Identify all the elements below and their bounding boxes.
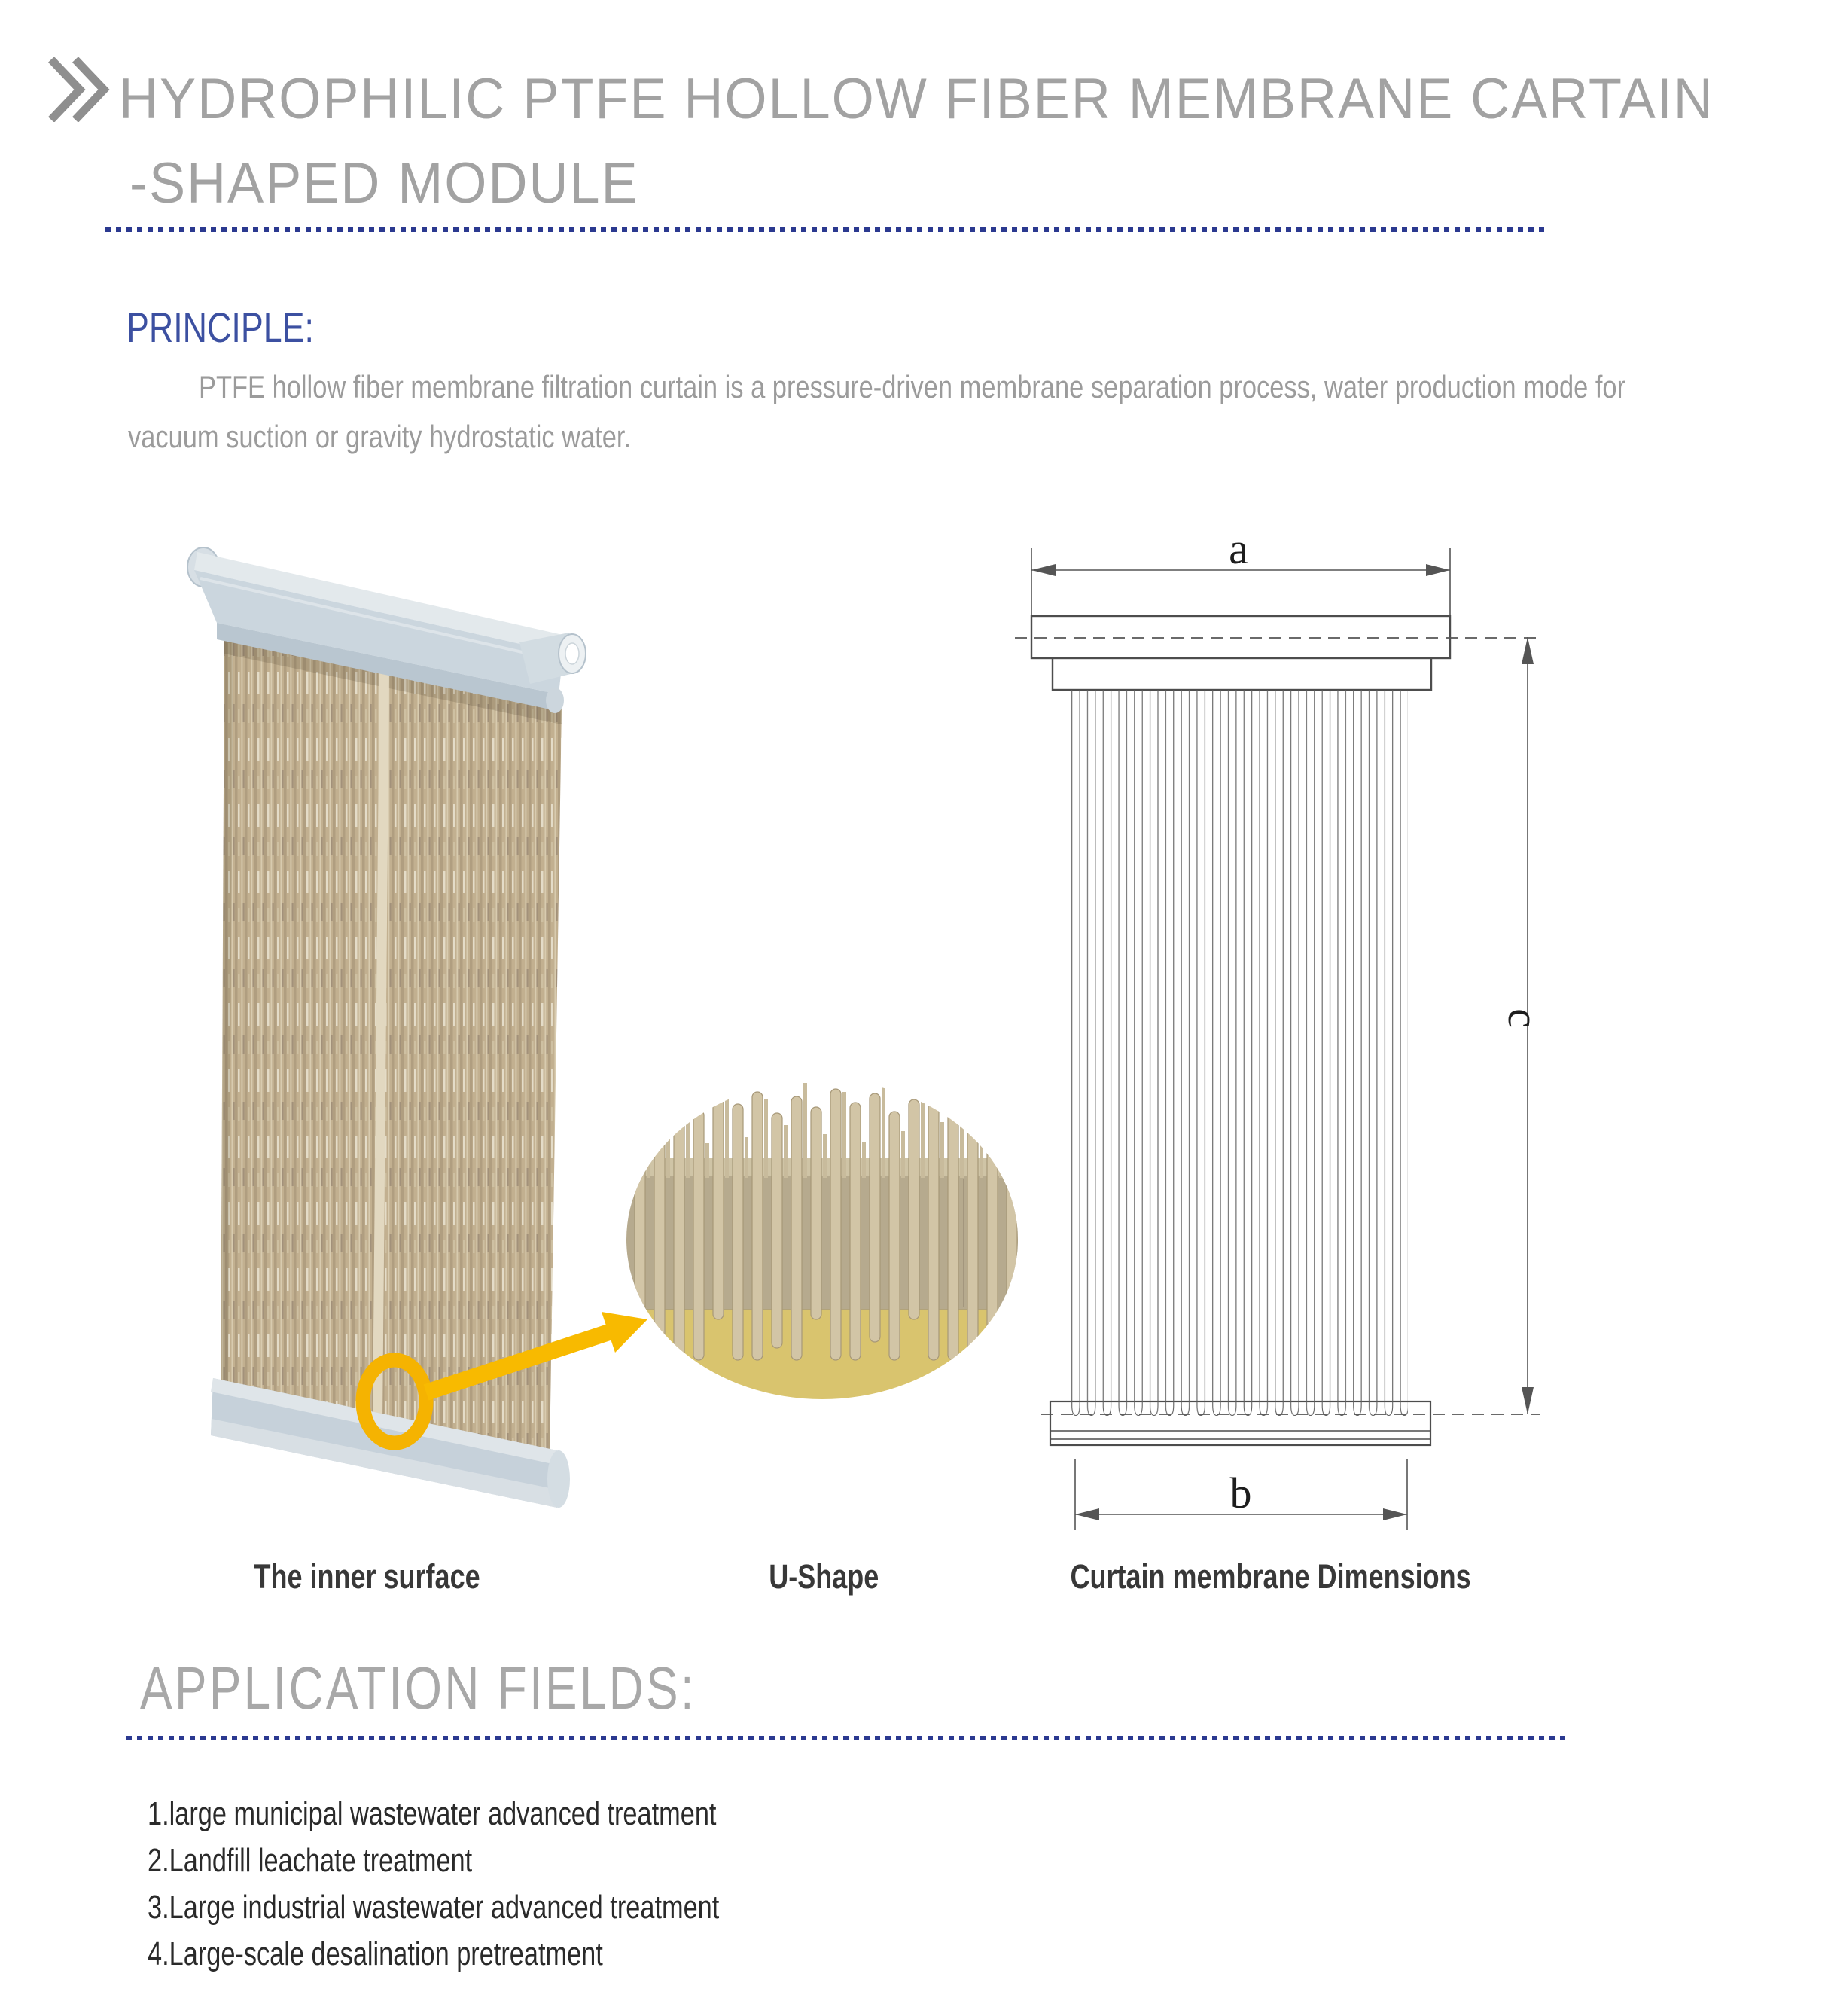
page-title-line2: -SHAPED MODULE: [129, 151, 639, 215]
dim-label-c: c: [1499, 1008, 1548, 1028]
fiber-curtain: [221, 637, 562, 1454]
dimension-drawing-figure: [1005, 516, 1577, 1533]
caption-inner-surface: The inner surface: [254, 1557, 481, 1596]
drawing-fibers: [1071, 690, 1408, 1395]
drawing-top-bar: [1031, 616, 1450, 658]
drawing-header-bar: [1053, 658, 1431, 690]
principle-body-line1: PTFE hollow fiber membrane filtration curtain is a pressure-driven membrane separation process, water production mode for: [199, 369, 1626, 404]
principle-body-line2: vacuum suction or gravity hydrostatic water.: [128, 419, 632, 454]
dotted-separator-application: [126, 1736, 1565, 1740]
dim-label-b: b: [1229, 1469, 1252, 1517]
application-list-item-1: 1.large municipal wastewater advanced treatment: [148, 1795, 717, 1832]
caption-u-shape: U-Shape: [768, 1557, 879, 1596]
dotted-separator-top: [105, 227, 1547, 232]
top-beam-tube-hole: [565, 643, 579, 664]
bottom-beam-end-cap: [547, 1450, 570, 1508]
application-list-item-2: 2.Landfill leachate treatment: [148, 1842, 473, 1879]
module-3d-figure: [169, 523, 659, 1525]
zoom-arrow-head: [602, 1312, 647, 1353]
title-double-chevron-icon: [47, 57, 110, 122]
u-shape-detail-figure: [621, 1073, 1028, 1411]
top-beam-flange-end: [546, 688, 564, 713]
application-fields-heading: APPLICATION FIELDS:: [140, 1655, 696, 1722]
caption-dimensions: Curtain membrane Dimensions: [1070, 1557, 1471, 1596]
application-list-item-4: 4.Large-scale desalination pretreatment: [148, 1935, 603, 1972]
page-title-line1: HYDROPHILIC PTFE HOLLOW FIBER MEMBRANE CARTAIN: [119, 67, 1714, 131]
application-list-item-3: 3.Large industrial wastewater advanced treatment: [148, 1889, 720, 1926]
dim-label-a: a: [1229, 524, 1248, 573]
principle-heading: PRINCIPLE:: [126, 303, 314, 351]
u-shape-detail-contents: [621, 1073, 1028, 1411]
